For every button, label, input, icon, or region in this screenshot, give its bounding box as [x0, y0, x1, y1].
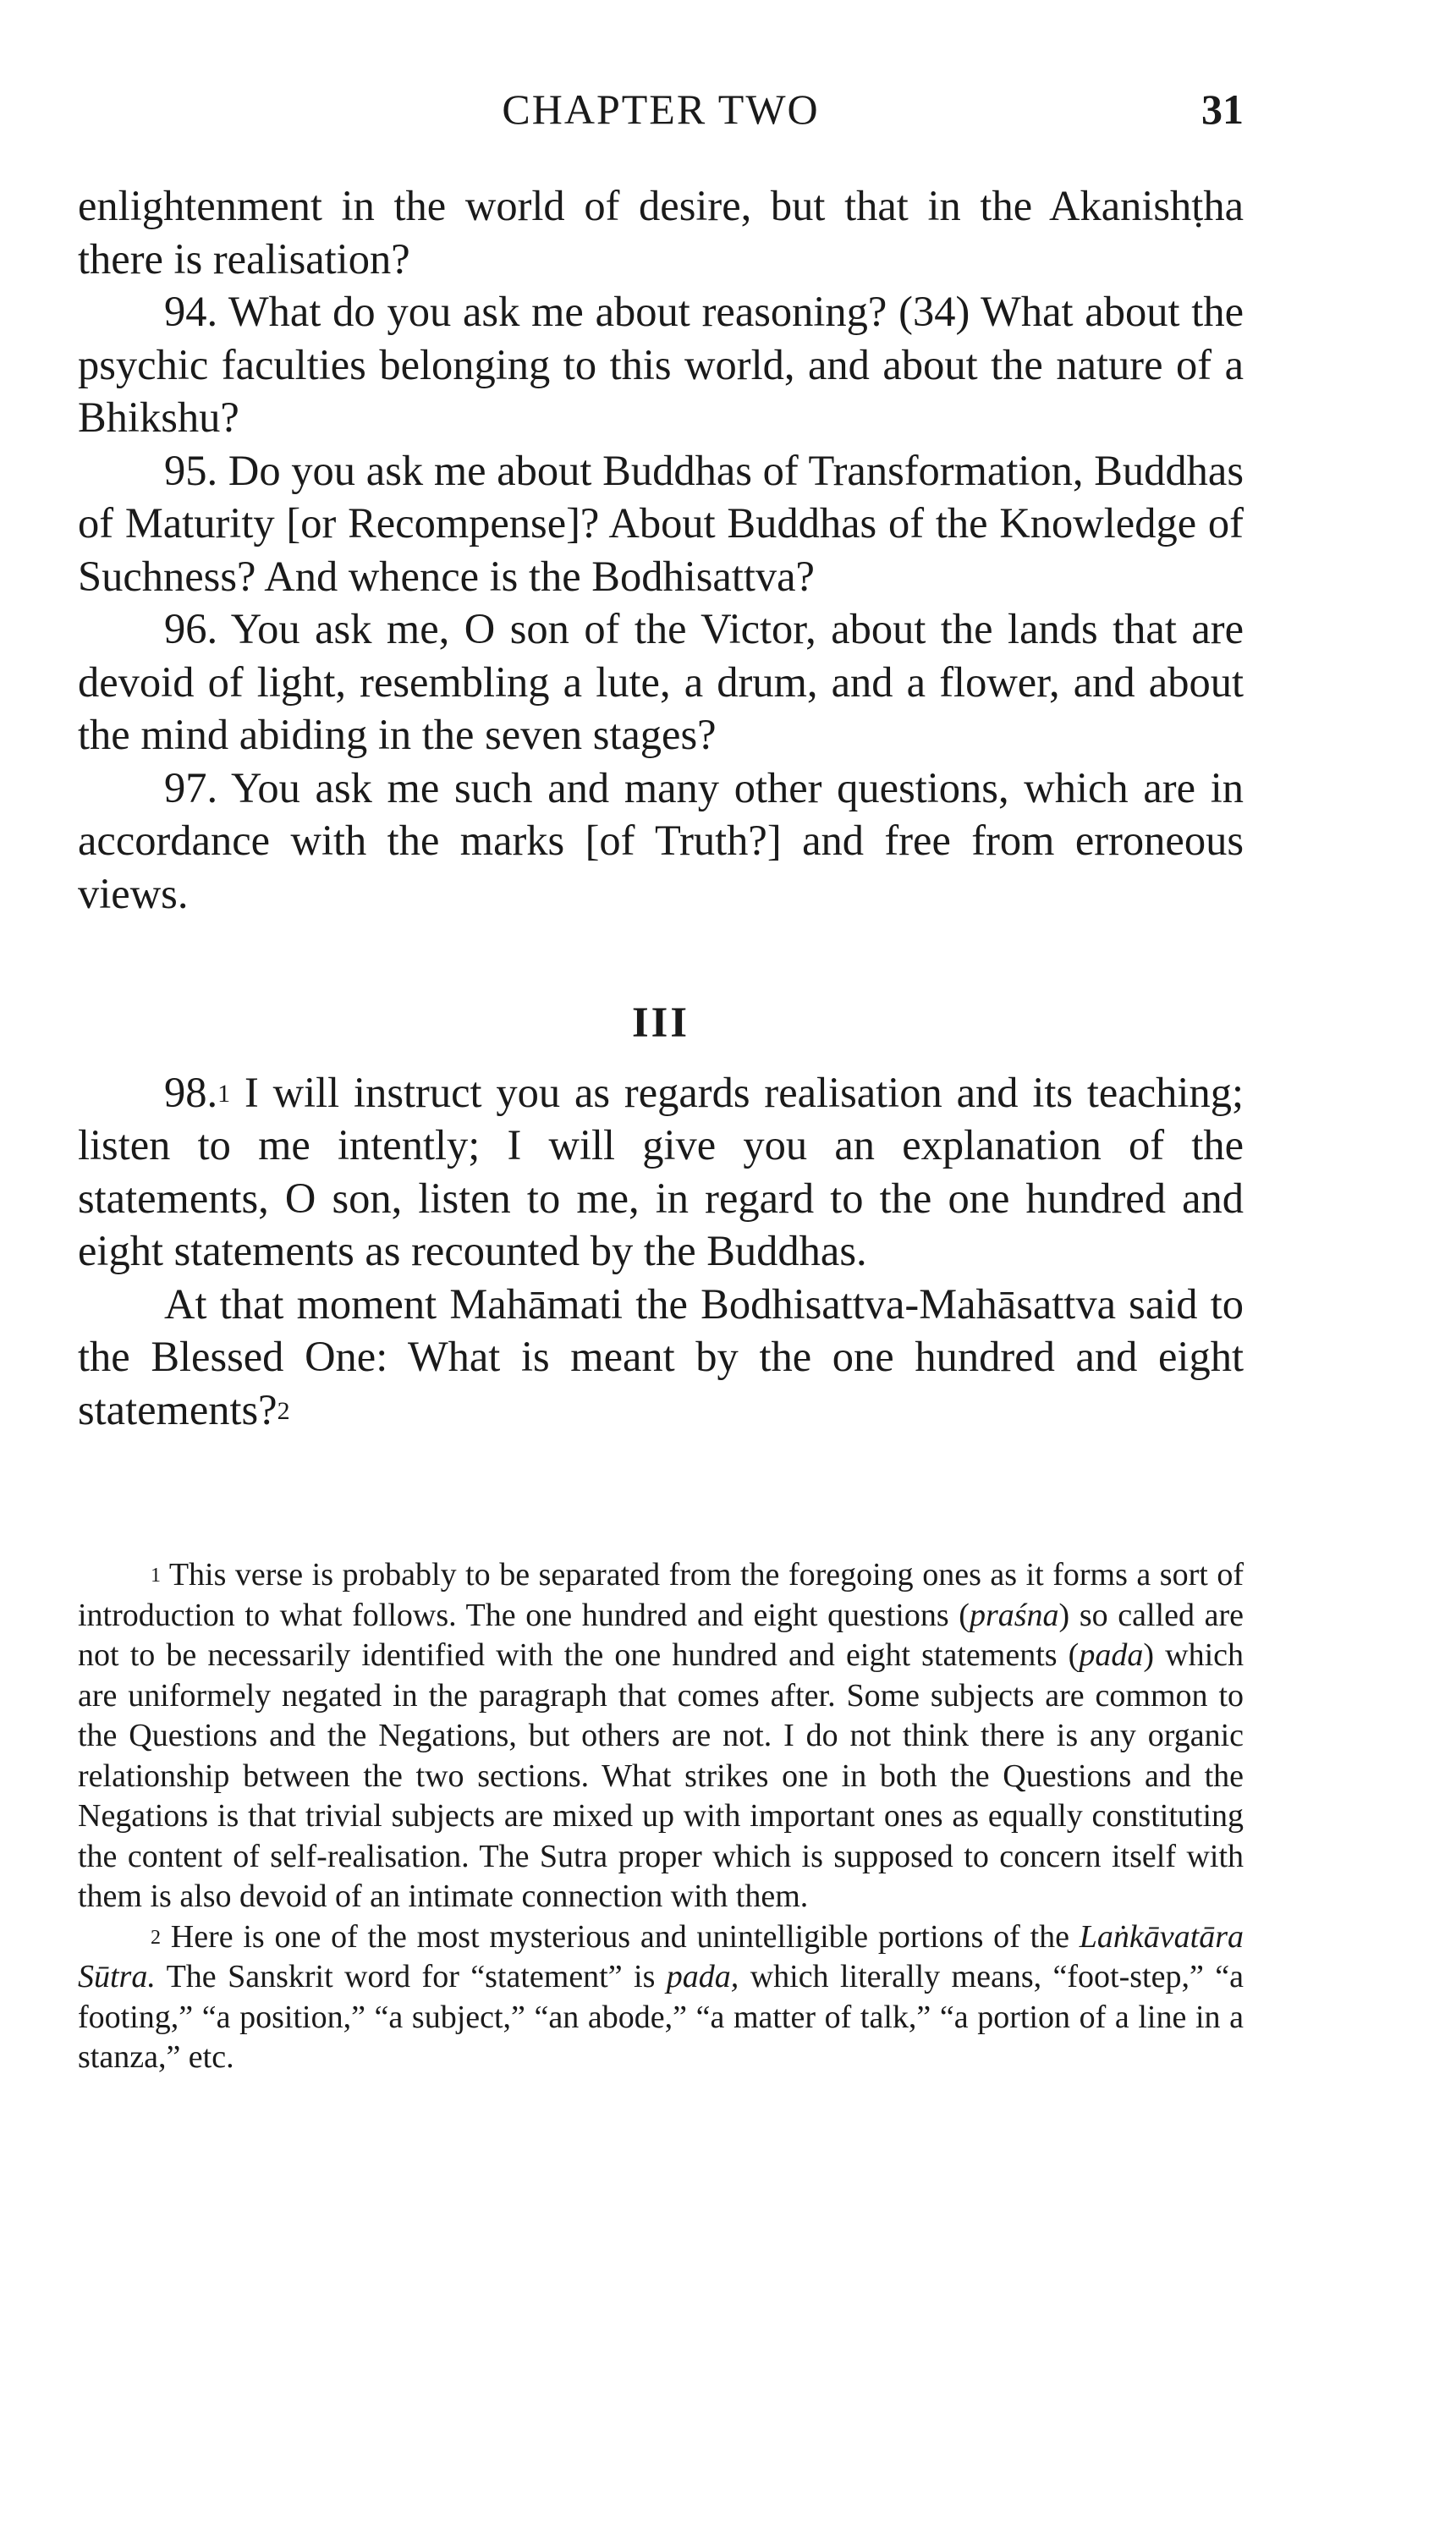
footnote-1-text-c: ) which are uniformely negated in the paragraph that comes after. Some subjects are common to the Questions and the Negations, but others are not. I do not think there is any organic relationship between the two sections. What strikes one in both the Questions and the Negations is that trivial subjects are mixed up with important ones as equally constituting the content of self-realisation. The Sutra proper which is supposed to concern itself with them is also devoid of an intimate connection with them.: [78, 1637, 1244, 1914]
footnote-1-text-a: This verse is probably to be separated from the foregoing ones as it forms a sort of introduction to what follows. The one hundred and eight questions (: [78, 1557, 1244, 1633]
main-text: [78, 179, 1244, 1436]
footnote-2-mark: 2: [151, 1926, 161, 1949]
verse-98: [78, 1066, 1244, 1278]
footnote-1-term-pada: pada: [1079, 1637, 1144, 1673]
page-header: [78, 85, 1244, 144]
paragraph-continuation: enlightenment in the world of desire, but that in the Akanishṭha there is realisation?: [78, 182, 1244, 283]
page-number: 31: [1201, 85, 1244, 133]
footnote-ref-2[interactable]: 2: [277, 1396, 290, 1425]
footnote-2-title: Laṅkāvatāra Sūtra.: [78, 1918, 1244, 1994]
footnote-2-text-b: The Sanskrit word for “statement” is: [155, 1959, 667, 1994]
footnote-2-text-a: Here is one of the most mysterious and unintelligible portions of the: [161, 1918, 1080, 1955]
paragraph-mahamati-text: At that moment Mahāmati the Bodhisattva-Mahāsattva said to the Blessed One: What is meant by the one hundred and eight statements?: [78, 1279, 1244, 1433]
footnote-1: [78, 1555, 1244, 1917]
footnote-ref-1[interactable]: 1: [217, 1079, 231, 1108]
running-head: CHAPTER TWO: [502, 85, 820, 133]
footnote-2-term-pada: pada,: [666, 1959, 739, 1994]
verse-98-text: I will instruct you as regards realisation and its teaching; listen to me intently; I will give you an explanation of the statements, O son, listen to me, in regard to the one hundred and eight statements as recounted by the Buddhas.: [78, 1068, 1244, 1274]
paragraph-mahamati: [78, 1278, 1244, 1437]
verse-98-number: 98.: [164, 1068, 218, 1116]
verse-94: 94. What do you ask me about reasoning? (34) What about the psychic faculties belonging to this world, and about the nature of a Bhikshu?: [78, 288, 1244, 441]
verse-97: 97. You ask me such and many other questions, which are in accordance with the marks [of Truth?] and free from erroneous views.: [78, 763, 1244, 917]
footnote-2-text-c: which literally means, “foot-step,” “a footing,” “a position,” “a subject,” “an abode,” “a matter of talk,” “a portion of a line in a stanza,” etc.: [78, 1959, 1244, 2075]
footnotes: [78, 1555, 1244, 2078]
footnote-1-text-b: ) so called are not to be necessarily identified with the one hundred and eight statements (: [78, 1597, 1244, 1673]
section-heading: III: [632, 998, 690, 1046]
verse-95: 95. Do you ask me about Buddhas of Transformation, Buddhas of Maturity [or Recompense]? About Buddhas of the Knowledge of Suchness? And whence is the Bodhisattva?: [78, 446, 1244, 600]
verse-96: 96. You ask me, O son of the Victor, about the lands that are devoid of light, resembling a lute, a drum, and a flower, and about the mind abiding in the seven stages?: [78, 605, 1244, 758]
footnote-2: [78, 1917, 1244, 2078]
footnote-1-term-prasna: praśna: [969, 1597, 1059, 1633]
footnote-1-mark: 1: [151, 1565, 161, 1587]
